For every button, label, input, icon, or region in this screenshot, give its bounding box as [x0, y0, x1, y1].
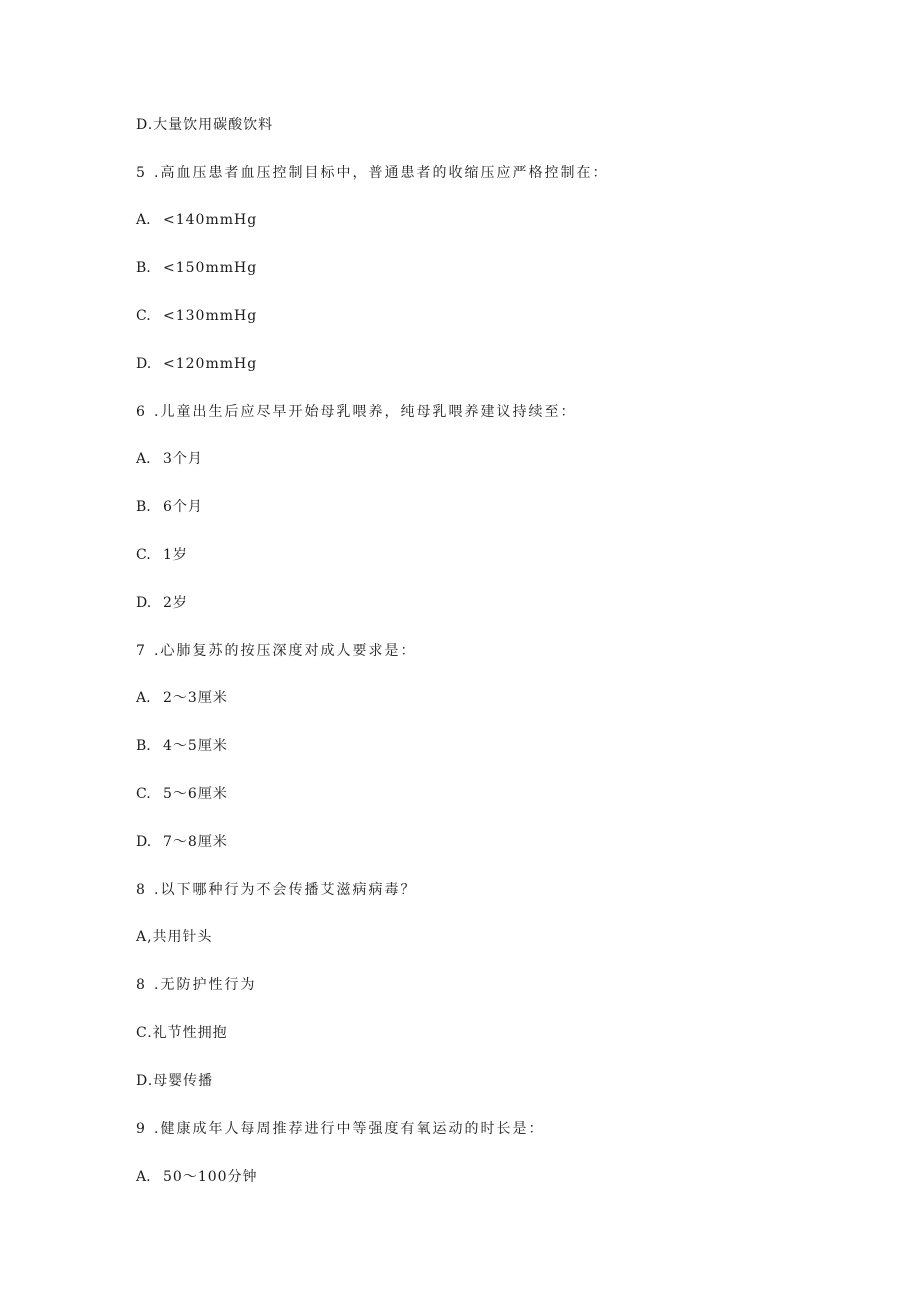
option-b-q5 [136, 256, 257, 280]
question-number: 7 [136, 643, 145, 659]
option-text: 50〜100分钟 [163, 1169, 258, 1185]
option-text: 1岁 [163, 547, 188, 563]
option-c-q5 [136, 304, 257, 328]
question-number: 9 [136, 1121, 145, 1137]
option-text: 5〜6厘米 [163, 786, 228, 802]
option-text: <150mmHg [163, 260, 258, 276]
option-text: 7〜8厘米 [163, 834, 228, 850]
question-text: .高血压患者血压控制目标中，普通患者的收缩压应严格控制在： [154, 165, 609, 181]
line-text: D.母婴传播 [136, 1073, 214, 1089]
option-label: A. [136, 212, 151, 228]
option-b-q7 [136, 734, 228, 758]
option-label: A. [136, 690, 151, 706]
option-text: <140mmHg [163, 212, 258, 228]
option-label: C. [136, 786, 151, 802]
question-number: 6 [136, 404, 145, 420]
question-5 [136, 161, 608, 185]
option-d-q8 [136, 1069, 213, 1093]
option-text: 2岁 [163, 595, 188, 611]
option-c-q7 [136, 782, 228, 806]
question-number: 8 [136, 882, 145, 898]
question-text: .心肺复苏的按压深度对成人要求是： [154, 643, 417, 659]
option-a-q5 [136, 208, 257, 232]
option-label: B. [136, 738, 151, 754]
option-d-q4 [136, 113, 273, 137]
option-text: 4〜5厘米 [163, 738, 228, 754]
question-7 [136, 639, 416, 663]
question-number: 5 [136, 165, 145, 181]
line-text: .无防护性行为 [154, 977, 257, 993]
option-text: <130mmHg [163, 308, 258, 324]
option-label: B. [136, 260, 151, 276]
option-b-q8 [136, 973, 256, 997]
option-text: 2〜3厘米 [163, 690, 228, 706]
option-d-q6 [136, 591, 188, 615]
question-text: .儿童出生后应尽早开始母乳喂养，纯母乳喂养建议持续至： [154, 404, 577, 420]
option-label: A. [136, 1169, 151, 1185]
option-a-q7 [136, 686, 228, 710]
option-a-q9 [136, 1165, 258, 1189]
option-label: D. [136, 356, 152, 372]
option-c-q8 [136, 1021, 228, 1045]
question-9 [136, 1117, 544, 1141]
option-label: D. [136, 834, 152, 850]
option-label: D. [136, 595, 152, 611]
option-c-q6 [136, 543, 188, 567]
option-label: A. [136, 451, 151, 467]
option-d-q7 [136, 830, 228, 854]
option-a-q8 [136, 925, 213, 949]
question-text: .健康成年人每周推荐进行中等强度有氧运动的时长是： [154, 1121, 545, 1137]
option-label: C. [136, 547, 151, 563]
line-text: D.大量饮用碳酸饮料 [136, 117, 274, 133]
option-b-q6 [136, 495, 203, 519]
line-text: A,共用针头 [136, 929, 213, 945]
option-text: 3个月 [163, 451, 203, 467]
option-a-q6 [136, 447, 203, 471]
option-text: <120mmHg [163, 356, 258, 372]
option-text: 6个月 [163, 499, 203, 515]
question-number: 8 [136, 977, 145, 993]
question-8 [136, 878, 416, 902]
question-6 [136, 400, 576, 424]
option-label: B. [136, 499, 151, 515]
option-d-q5 [136, 352, 257, 376]
question-text: .以下哪种行为不会传播艾滋病病毒？ [154, 882, 417, 898]
option-label: C. [136, 308, 151, 324]
line-text: C.礼节性拥抱 [136, 1025, 228, 1041]
